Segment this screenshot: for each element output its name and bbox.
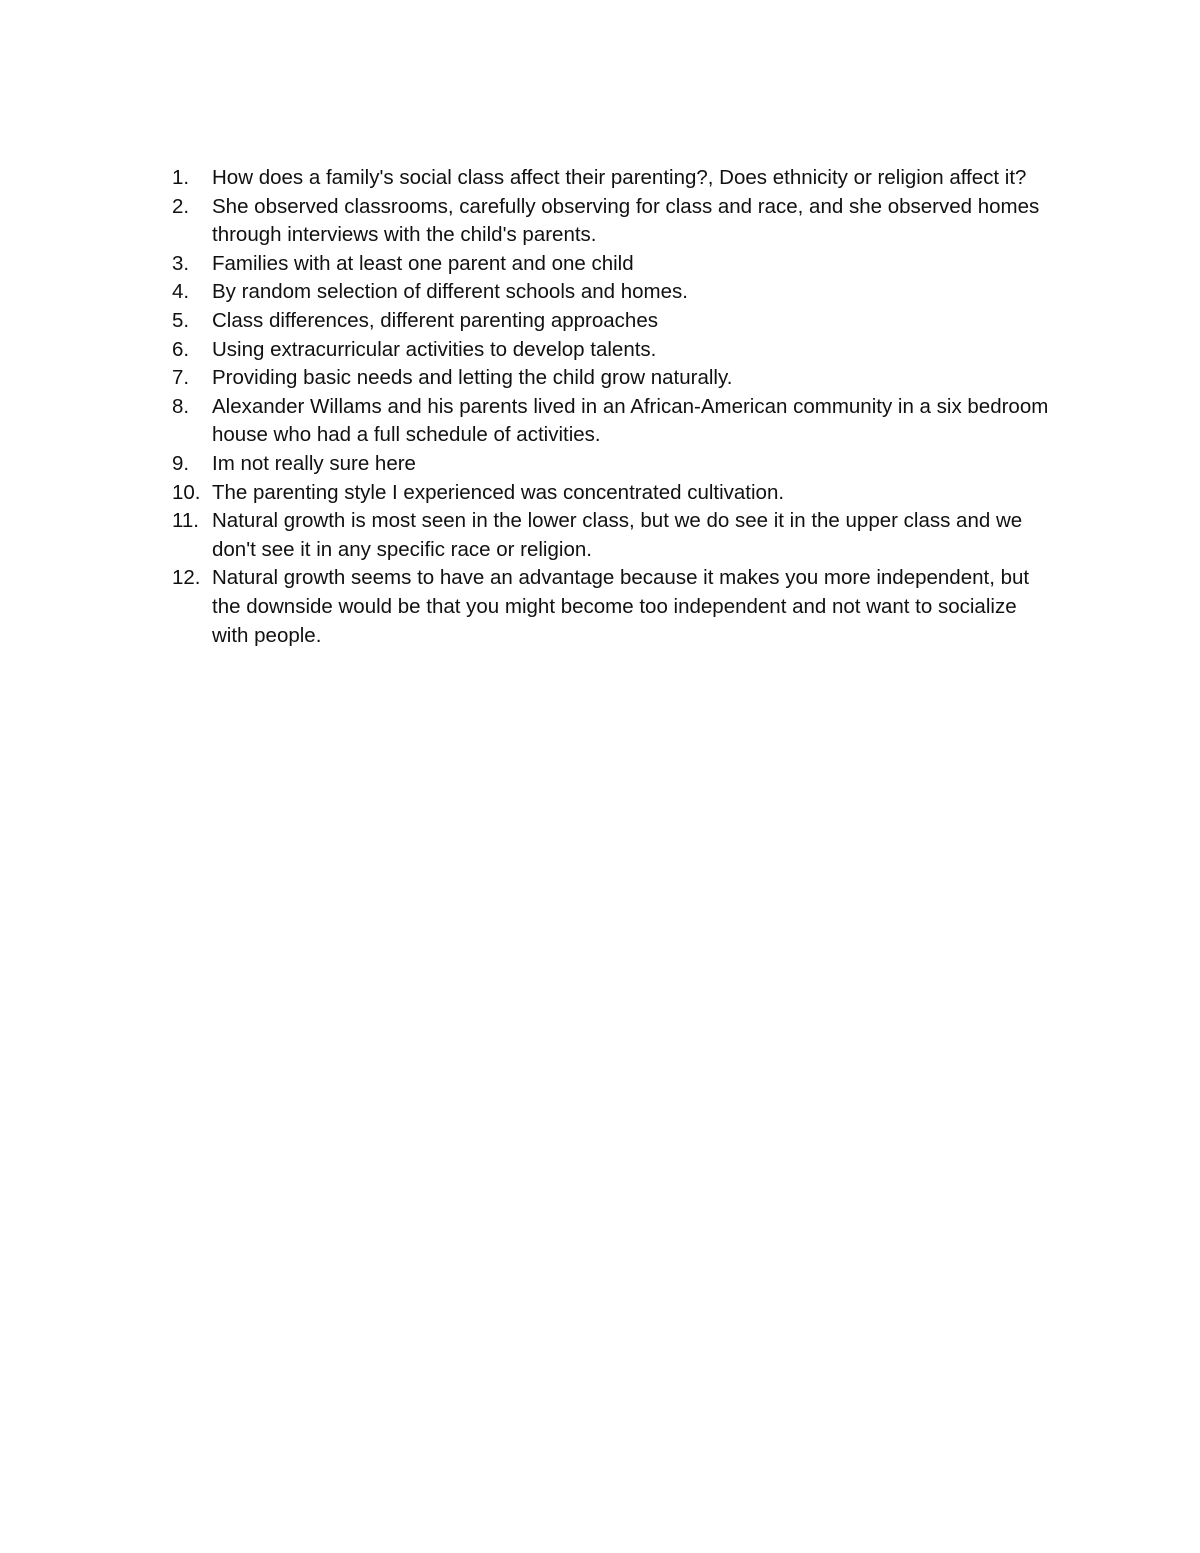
item-number: 7. (172, 366, 190, 390)
item-number: 2. (172, 194, 190, 218)
item-number: 3. (172, 251, 190, 275)
item-text: Natural growth is most seen in the lower class, but we do see it in the upper class and we don't see it in any specific race or religion. (212, 509, 1023, 561)
item-text: Alexander Willams and his parents lived in an African-American community in a six bedroom house who had a full schedule of activities. (212, 394, 1049, 447)
answer-list (172, 164, 1052, 650)
item-number: 9. (172, 451, 190, 475)
item-text: By random selection of different schools and homes. (212, 280, 688, 304)
item-text: The parenting style I experienced was concentrated cultivation. (212, 480, 785, 504)
item-number: 5. (172, 308, 190, 332)
list-item (172, 307, 1052, 336)
list-item (172, 393, 1052, 450)
item-number: 4. (172, 280, 190, 304)
item-number: 6. (172, 337, 190, 361)
list-item (172, 278, 1052, 307)
item-text: Providing basic needs and letting the child grow naturally. (212, 366, 733, 390)
list-item (172, 336, 1052, 365)
item-number: 1. (172, 166, 190, 189)
item-text: Im not really sure here (212, 451, 416, 475)
list-item (172, 479, 1052, 508)
list-item (172, 450, 1052, 479)
item-number: 12. (172, 566, 201, 590)
list-item (172, 250, 1052, 279)
list-item (172, 164, 1052, 193)
item-text: Natural growth seems to have an advantage because it makes you more independent, but the downside would be that you might become too independent and not want to socialize with people. (212, 566, 1030, 647)
list-item (172, 193, 1052, 250)
list-item (172, 564, 1052, 650)
list-item (172, 507, 1052, 564)
item-text: Families with at least one parent and one child (212, 251, 634, 275)
item-number: 11. (172, 509, 199, 533)
list-item (172, 364, 1052, 393)
item-text: She observed classrooms, carefully observing for class and race, and she observed homes through interviews with the child's parents. (212, 194, 1040, 247)
item-text: Class differences, different parenting approaches (212, 308, 658, 332)
item-text: How does a family's social class affect their parenting?, Does ethnicity or religion affect it? (212, 166, 1027, 189)
item-number: 8. (172, 394, 190, 418)
item-text: Using extracurricular activities to develop talents. (212, 337, 657, 361)
item-number: 10. (172, 480, 201, 504)
